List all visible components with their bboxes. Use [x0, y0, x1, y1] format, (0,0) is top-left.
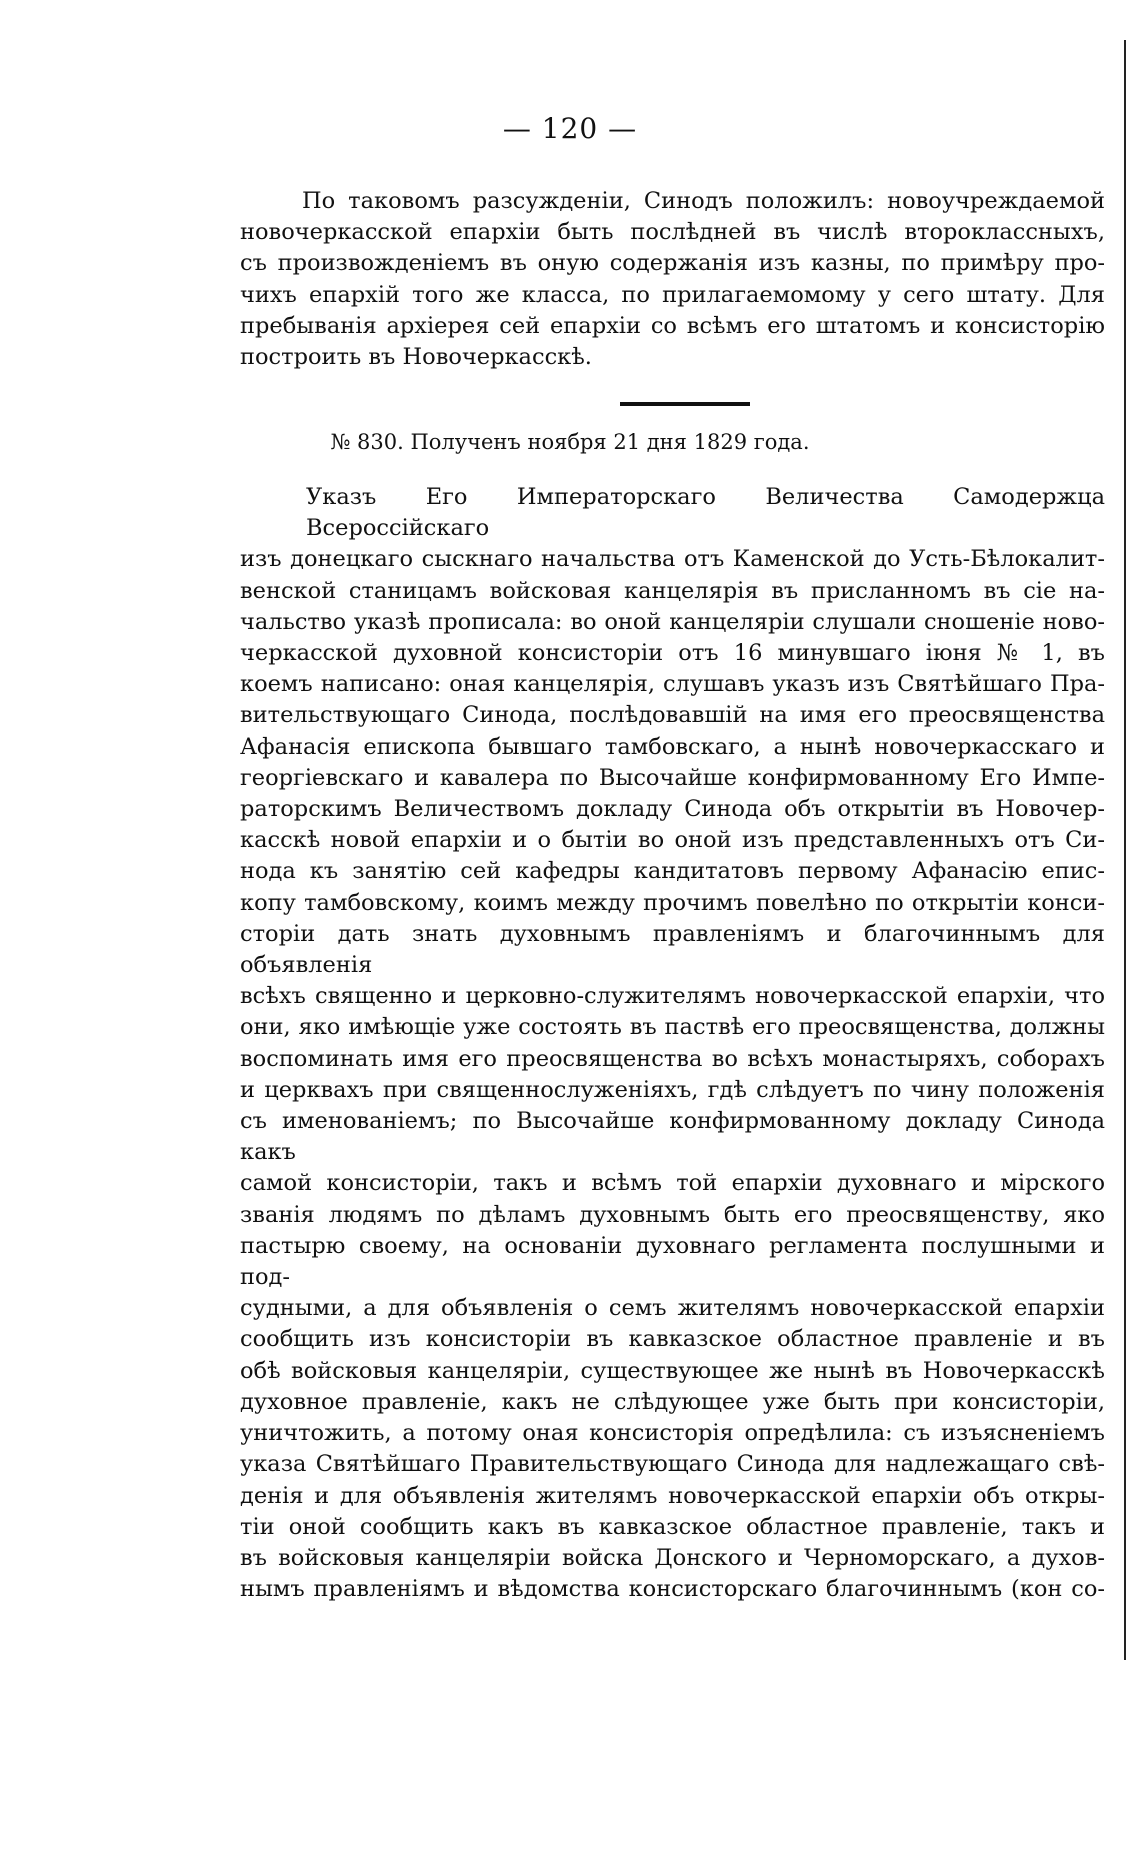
- second-paragraph-line: Указъ Его Императорскаго Величества Самодержца Всероссійскаго: [306, 484, 1105, 542]
- second-paragraph-line: и церквахъ при священнослуженіяхъ, гдѣ слѣдуетъ по чину положенія: [240, 1076, 1105, 1103]
- second-paragraph-line: въ войсковыя канцеляріи войска Донского и Черноморскаго, а духов-: [240, 1544, 1105, 1571]
- second-paragraph-line: духовное правленіе, какъ не слѣдующее уже быть при консисторіи,: [240, 1388, 1105, 1415]
- second-paragraph: [240, 482, 1105, 1605]
- first-paragraph-line: построить въ Новочеркасскѣ.: [240, 344, 592, 371]
- first-paragraph-line: пребыванія архіерея сей епархіи со всѣмъ его штатомъ и консисторію: [240, 312, 1105, 339]
- second-paragraph-line: изъ донецкаго сыскнаго начальства отъ Каменской до Усть-Бѣлокалит-: [240, 546, 1105, 573]
- second-paragraph-line: нымъ правленіямъ и вѣдомства консисторскаго благочиннымъ (кон со-: [240, 1576, 1105, 1603]
- second-paragraph-line: раторскимъ Величествомъ докладу Синода объ открытіи въ Новочер-: [240, 796, 1105, 823]
- second-paragraph-line: сообщить изъ консисторіи въ кавказское областное правленіе и въ: [240, 1326, 1105, 1353]
- second-paragraph-line: коемъ написано: оная канцелярія, слушавъ указъ изъ Святѣйшаго Пра-: [240, 671, 1105, 698]
- second-paragraph-line: обѣ войсковыя канцеляріи, существующее же нынѣ въ Новочеркасскѣ: [240, 1357, 1105, 1384]
- second-paragraph-line: званія людямъ по дѣламъ духовнымъ быть его преосвященству, яко: [240, 1201, 1105, 1228]
- second-paragraph-line: указа Святѣйшаго Правительствующаго Синода для надлежащаго свѣ-: [240, 1451, 1105, 1478]
- second-paragraph-line: нода къ занятію сей кафедры кандитатовъ первому Афанасію епис-: [240, 858, 1105, 885]
- second-paragraph-line: всѣхъ священно и церковно-служителямъ новочеркасской епархіи, что: [240, 983, 1105, 1010]
- second-paragraph-line: пастырю своему, на основаніи духовнаго регламента послушными и под-: [240, 1232, 1105, 1291]
- first-paragraph-line: новочеркасской епархіи быть послѣдней въ числѣ второклассныхъ,: [240, 219, 1105, 246]
- second-paragraph-line: черкасской духовной консисторіи отъ 16 минувшаго іюня № 1, въ: [240, 640, 1105, 667]
- first-paragraph: [240, 186, 1105, 373]
- second-paragraph-line: венской станицамъ войсковая канцелярія въ присланномъ въ сіе на-: [240, 577, 1105, 604]
- second-paragraph-line: касскѣ новой епархіи и о бытіи во оной изъ представленныхъ отъ Си-: [240, 827, 1105, 854]
- first-paragraph-line: съ произвожденіемъ въ оную содержанія изъ казны, по примѣру про-: [240, 250, 1105, 277]
- second-paragraph-line: денія и для объявленія жителямъ новочеркасской епархіи объ откры-: [240, 1482, 1105, 1509]
- second-paragraph-line: Афанасія епископа бывшаго тамбовскаго, а нынѣ новочеркасскаго и: [240, 733, 1105, 760]
- second-paragraph-line: копу тамбовскому, коимъ между прочимъ повелѣно по открытіи конси-: [240, 889, 1105, 916]
- record-heading: № 830. Полученъ ноября 21 дня 1829 года.: [330, 430, 810, 454]
- page-number: — 120 —: [502, 112, 638, 145]
- second-paragraph-line: съ именованіемъ; по Высочайше конфирмованному докладу Синода какъ: [240, 1108, 1105, 1166]
- second-paragraph-line: воспоминать имя его преосвященства во вcѣхъ монастыряхъ, соборахъ: [240, 1045, 1105, 1072]
- section-divider: [620, 402, 750, 406]
- second-paragraph-line: вительствующаго Синода, послѣдовавшій на имя его преосвященства: [240, 702, 1105, 729]
- first-paragraph-line: чихъ епархій того же класса, по прилагаемомому у сего штату. Для: [240, 281, 1105, 308]
- first-paragraph-line: По таковомъ разсужденіи, Синодъ положилъ: новоучреждаемой: [302, 188, 1105, 214]
- second-paragraph-line: сторіи дать знать духовнымъ правленіямъ и благочиннымъ для объявленія: [240, 920, 1105, 979]
- second-paragraph-line: георгіевскаго и кавалера по Высочайше конфирмованному Его Импе-: [240, 764, 1105, 791]
- second-paragraph-line: уничтожить, а потому оная консисторія опредѣлила: съ изъясненіемъ: [240, 1420, 1105, 1447]
- second-paragraph-line: судными, а для объявленія о семъ жителямъ новочеркасской епархіи: [240, 1295, 1105, 1322]
- second-paragraph-line: тіи оной сообщить какъ въ кавказское областное правленіе, такъ и: [240, 1513, 1105, 1540]
- second-paragraph-line: чальство указѣ прописала: во оной канцеляріи слушали сношеніе ново-: [240, 608, 1105, 635]
- page-edge-rule: [1124, 40, 1126, 1660]
- second-paragraph-line: самой консисторіи, такъ и всѣмъ той епархіи духовнаго и мірского: [240, 1170, 1105, 1197]
- second-paragraph-line: они, яко имѣющіе уже состоять въ паствѣ его преосвященства, должны: [240, 1014, 1105, 1041]
